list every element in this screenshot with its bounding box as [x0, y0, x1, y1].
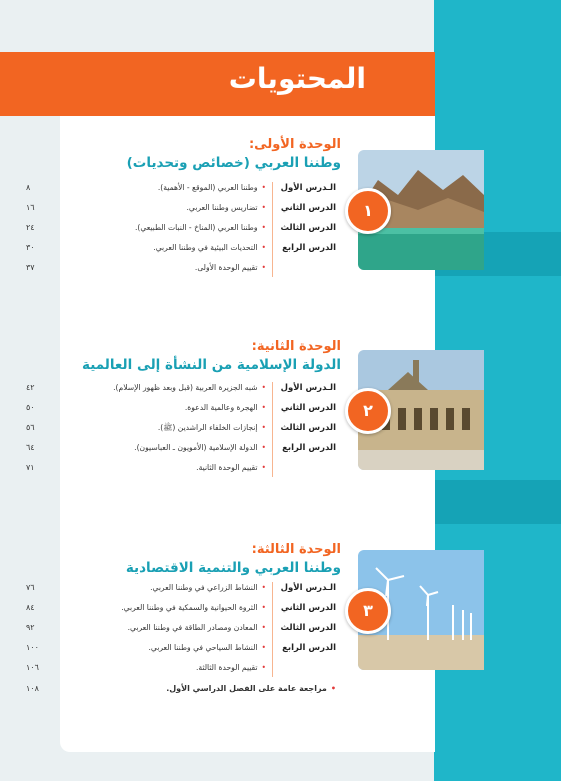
lesson-topic: •النشاط السياحي في وطننا العربي. [148, 643, 266, 652]
lesson-row[interactable] [26, 463, 336, 483]
lesson-topic: •الثروة الحيوانية والسمكية في وطننا العربي. [121, 603, 266, 612]
lesson-topic: •إنجازات الخلفاء الراشدين (ﷺ). [157, 423, 266, 432]
lesson-label: الدرس الثاني [280, 203, 336, 213]
bullet-icon: • [261, 243, 266, 252]
page-number: ٣٧ [26, 263, 35, 272]
unit-title: وطننا العربي (خصائص وتحديات) [126, 155, 341, 171]
page-number: ٩٢ [26, 623, 35, 632]
page-number: ٧٦ [26, 583, 35, 592]
lesson-row[interactable] [26, 643, 336, 663]
bullet-icon: • [261, 603, 266, 612]
page-number: ١٦ [26, 203, 35, 212]
unit-title: وطننا العربي والتنمية الاقتصادية [125, 560, 341, 576]
page-number: ٢٤ [26, 223, 35, 232]
page-number: ٤٢ [26, 383, 35, 392]
page-number: ١٠٦ [26, 663, 39, 672]
bullet-icon: • [261, 183, 266, 192]
lesson-topic: •تقييم الوحدة الثانية. [196, 463, 266, 472]
lesson-label: الـدرس الأول [280, 183, 336, 193]
lesson-topic: •النشاط الزراعي في وطننا العربي. [150, 583, 266, 592]
final-review-topic: •مراجعة عامة على الفصل الدراسي الأول. [166, 684, 336, 693]
lesson-row[interactable] [26, 623, 336, 643]
lesson-row[interactable] [26, 383, 336, 403]
lesson-row[interactable] [26, 583, 336, 603]
page-number: ٨٤ [26, 603, 35, 612]
lesson-label: الدرس الثالث [280, 223, 336, 233]
lesson-label: الـدرس الأول [280, 383, 336, 393]
lesson-topic: •شبه الجزيرة العربية (قبل وبعد ظهور الإسلام). [113, 383, 266, 392]
page-number: ٥٠ [26, 403, 35, 412]
lesson-label: الدرس الثالث [280, 423, 336, 433]
lesson-topic: •تقييم الوحدة الثالثة. [195, 663, 266, 672]
lesson-topic: •تقييم الوحدة الأولى. [194, 263, 266, 272]
unit-number-badge: ١ [345, 188, 391, 234]
bullet-icon: • [261, 463, 266, 472]
lesson-row[interactable] [26, 603, 336, 623]
page-number: ٥٦ [26, 423, 35, 432]
final-review-row[interactable] [26, 684, 336, 704]
unit-title: الدولة الإسلامية من النشأة إلى العالمية [82, 357, 341, 373]
lesson-topic: •التحديات البيئية في وطننا العربي. [153, 243, 266, 252]
lesson-topic: •الهجرة وعالمية الدعوة. [184, 403, 266, 412]
lesson-row[interactable] [26, 423, 336, 443]
page-number: ١٠٨ [26, 684, 39, 693]
lesson-row[interactable] [26, 663, 336, 683]
lesson-row[interactable] [26, 183, 336, 203]
unit-label: الوحدة الأولى: [248, 137, 341, 152]
lesson-row[interactable] [26, 223, 336, 243]
lesson-label: الدرس الثاني [280, 403, 336, 413]
unit-1-header [31, 137, 341, 173]
lesson-label: الدرس الرابع [282, 643, 336, 653]
page-number: ١٠٠ [26, 643, 39, 652]
bullet-icon: • [261, 443, 266, 452]
bullet-icon: • [261, 403, 266, 412]
lesson-label: الدرس الثاني [280, 603, 336, 613]
lesson-label: الدرس الثالث [280, 623, 336, 633]
unit-label: الوحدة الثانية: [251, 339, 341, 354]
unit-number-badge: ٣ [345, 588, 391, 634]
bullet-icon: • [261, 203, 266, 212]
lesson-row[interactable] [26, 263, 336, 283]
unit-label: الوحدة الثالثة: [251, 542, 341, 557]
lesson-label: الدرس الرابع [282, 443, 336, 453]
unit-2-header [31, 339, 341, 375]
page-title: المحتويات [228, 62, 366, 95]
header-bar [0, 52, 435, 116]
lesson-topic: •تضاريس وطننا العربي. [186, 203, 266, 212]
unit-3-header [31, 542, 341, 578]
lesson-topic: •الدولة الإسلامية (الأمويون ـ العباسيون). [134, 443, 266, 452]
page-number: ٧١ [26, 463, 35, 472]
bullet-icon: • [261, 623, 266, 632]
bullet-icon: • [330, 684, 336, 693]
bullet-icon: • [261, 583, 266, 592]
bullet-icon: • [261, 663, 266, 672]
lesson-topic: •وطننا العربي (المناخ - النبات الطبيعي). [135, 223, 266, 232]
lesson-row[interactable] [26, 243, 336, 263]
page-number: ٦٤ [26, 443, 35, 452]
lesson-row[interactable] [26, 203, 336, 223]
unit-number-badge: ٢ [345, 388, 391, 434]
bullet-icon: • [261, 423, 266, 432]
bullet-icon: • [261, 223, 266, 232]
bullet-icon: • [261, 263, 266, 272]
lesson-row[interactable] [26, 403, 336, 423]
lesson-label: الدرس الرابع [282, 243, 336, 253]
bullet-icon: • [261, 643, 266, 652]
page-number: ٣٠ [26, 243, 35, 252]
lesson-label: الـدرس الأول [280, 583, 336, 593]
page-number: ٨ [26, 183, 31, 192]
lesson-topic: •وطننا العربي (الموقع - الأهمية). [157, 183, 266, 192]
bullet-icon: • [261, 383, 266, 392]
lesson-row[interactable] [26, 443, 336, 463]
lesson-topic: •المعادن ومصادر الطاقة في وطننا العربي. [127, 623, 266, 632]
